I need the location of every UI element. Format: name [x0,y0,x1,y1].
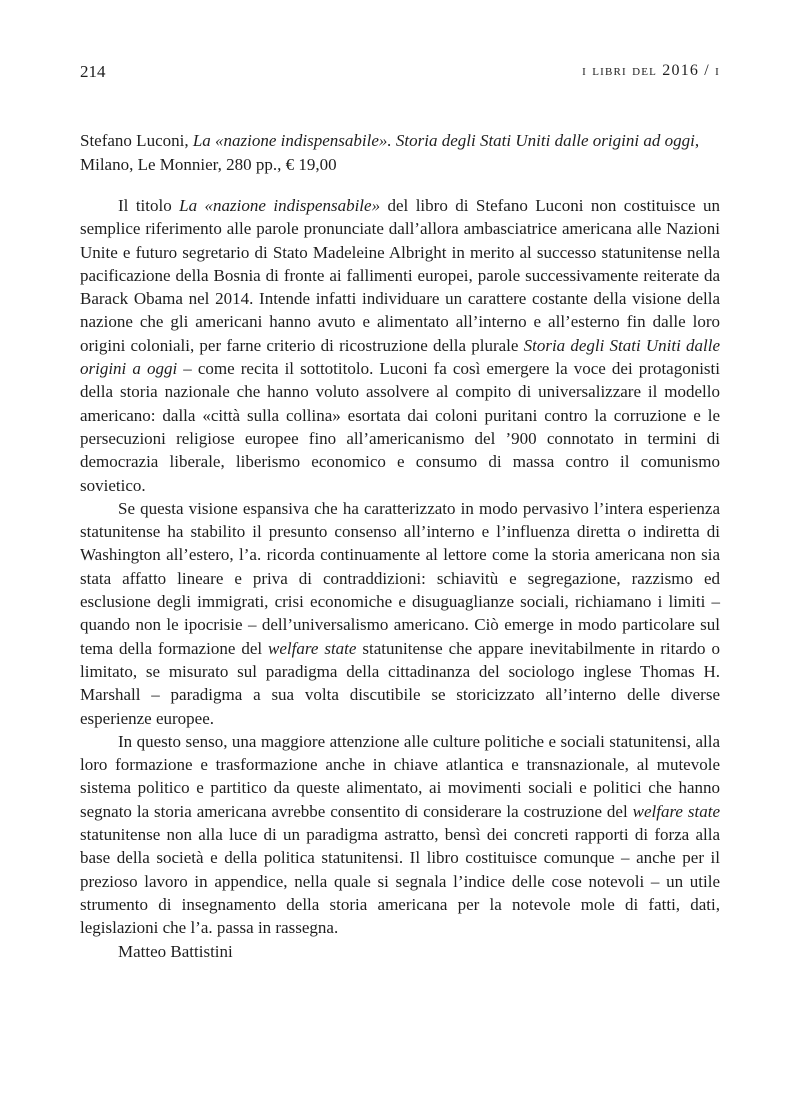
italic-term: welfare state [632,801,721,821]
citation-author: Stefano Luconi, [80,131,189,150]
review-paragraph-1 [80,194,720,497]
review-body [80,194,720,963]
citation-title: La «nazione indispensabile». Storia degli Stati Uniti dalle origini ad oggi [192,131,695,150]
paragraph-text: del libro di Stefano Luconi non costituisce un semplice riferimento alle parole pronunciate dall’allora ambasciatrice americana alle Nazioni Unite e futuro segretario di Stato Madeleine Albright in merito al successo statunitense nella pacificazione della Bosnia di fronte ai fallimenti europei, parole successivamente reiterate da Barack Obama nel 2014. Intende infatti individuare un carattere costante della visione della nazione che gli americani hanno avuto e alimentato all’interno e all’esterno fin dalle loro origini coloniali, per farne criterio di ricostruzione della plurale [80,196,720,355]
paragraph-text: – come recita il sottotitolo. Luconi fa così emergere la voce dei protagonisti della storia nazionale che hanno voluto assolvere al compito di universalizzare il modello americano: dalla «città sulla collina» esortata dai coloni puritani contro la corruzione e le persecuzioni religiose europee fino all’americanismo del ’900 connotato in termini di democrazia liberale, liberismo economico e consumo di massa contro il comunismo sovietico. [80,359,720,495]
reviewer-signature: Matteo Battistini [118,941,233,961]
page-number: 214 [80,62,106,81]
review-paragraph-2 [80,497,720,730]
review-paragraph-3 [80,730,720,940]
running-head [80,62,720,86]
citation-publication: , Milano, Le Monnier, 280 pp., € 19,00 [80,131,700,174]
paragraph-text: statunitense non alla luce di un paradigma astratto, bensì dei concreti rapporti di forza alla base della società e della politica statunitensi. Il libro costituisce comunque – anche per il prezioso lavoro in appendice, nella quale si segnala l’indice delle cose notevoli – un utile strumento di insegnamento della storia americana per la notevole mole di fatti, dati, legislazioni che l’a. passa in rassegna. [80,825,720,938]
paragraph-text: Il titolo [118,196,180,215]
book-citation [80,129,720,176]
paragraph-text: Se questa visione espansiva che ha caratterizzato in modo pervasivo l’intera esperienza statunitense ha stabilito il presunto consenso all’interno e l’influenza diretta o indiretta di Washington all’estero, l’a. ricorda continuamente al lettore come la storia americana non sia stata affatto lineare e priva di contraddizioni: schiavitù e segregazione, razzismo ed esclusione degli immigrati, crisi economiche e disuguaglianze sociali, richiamano i limiti – quando non le ipocrisie – dell’universalismo americano. Ciò emerge in modo particolare sul tema della formazione del [80,498,720,658]
italic-title: La «nazione indispensabile» [179,196,381,215]
paragraph-text: statunitense che appare inevitabilmente in ritardo o limitato, se misurato sul paradigma della cittadinanza del sociologo inglese Thomas H. Marshall – paradigma a sua volta discutibile se storicizzato all’interno delle diverse esperienze europee. [80,638,720,728]
italic-term: welfare state [268,638,357,658]
running-title: i libri del 2016 / i [582,62,720,79]
paragraph-text: In questo senso, una maggiore attenzione alle culture politiche e sociali statunitensi, alla loro formazione e trasformazione anche in chiave atlantica e transnazionale, al mutevole sistema politico e partitico da queste alimentato, ai movimenti sociali e politici che hanno segnato la storia americana avrebbe consentito di considerare la costruzione del [80,731,720,821]
italic-subtitle: Storia degli Stati Uniti dalle origini a oggi [80,335,720,379]
